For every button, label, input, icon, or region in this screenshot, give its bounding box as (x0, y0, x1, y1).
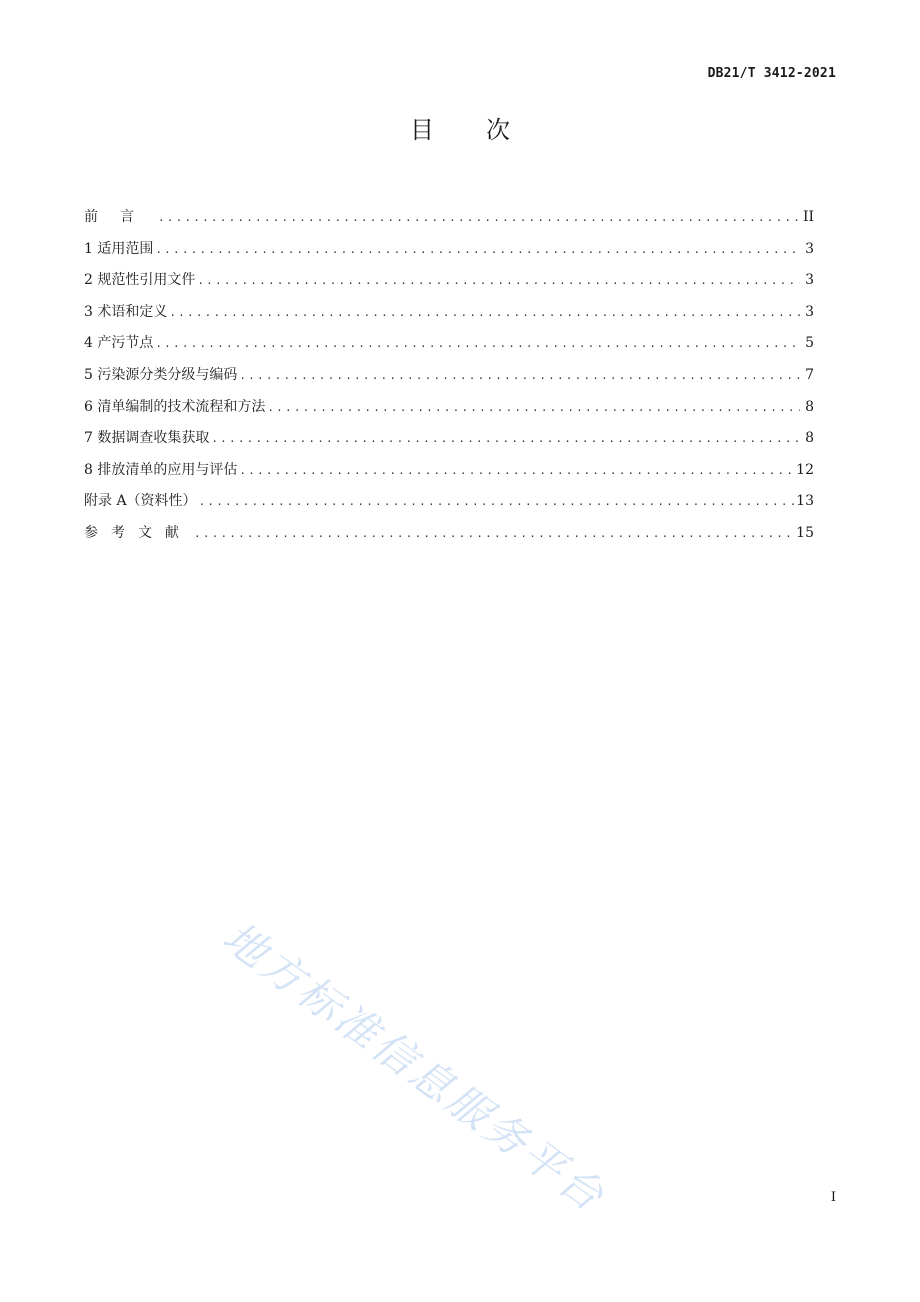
toc-page-number: 15 (796, 524, 814, 541)
toc-leader-dots (167, 302, 800, 324)
toc-page-number: II (802, 209, 814, 225)
toc-page-number: 3 (805, 240, 814, 257)
toc-label: 1 适用范围 (84, 240, 154, 257)
table-of-contents (84, 206, 814, 554)
document-code: DB21/T 3412-2021 (707, 66, 836, 81)
toc-entry-technical-process[interactable] (84, 396, 814, 428)
toc-page-number: 3 (805, 303, 814, 320)
toc-page-number: 8 (805, 430, 814, 447)
toc-leader-dots (192, 523, 796, 545)
toc-entry-pollution-nodes[interactable] (84, 332, 814, 364)
page-number: I (830, 1190, 836, 1205)
toc-label: 8 排放清单的应用与评估 (84, 461, 238, 478)
toc-label: 参考文献 (84, 524, 192, 541)
toc-entry-scope[interactable] (84, 238, 814, 270)
toc-leader-dots (195, 270, 800, 292)
toc-label: 7 数据调查收集获取 (84, 430, 210, 447)
page-title: 目次 (410, 116, 562, 144)
toc-leader-dots (153, 239, 800, 261)
toc-leader-dots (153, 333, 800, 355)
toc-leader-dots (237, 460, 796, 482)
watermark: 地方标准信息服务平台 (214, 912, 616, 1223)
toc-leader-dots (237, 365, 800, 387)
toc-entry-application-evaluation[interactable] (84, 459, 814, 491)
toc-label: 2 规范性引用文件 (84, 272, 196, 289)
toc-entry-terms-definitions[interactable] (84, 301, 814, 333)
toc-entry-bibliography[interactable] (84, 522, 814, 554)
toc-leader-dots (197, 491, 797, 513)
toc-entry-normative-references[interactable] (84, 269, 814, 301)
toc-leader-dots (209, 428, 800, 450)
toc-page-number: 12 (796, 461, 814, 478)
toc-entry-classification-coding[interactable] (84, 364, 814, 396)
toc-label: 5 污染源分类分级与编码 (84, 366, 238, 383)
toc-page-number: 13 (796, 493, 814, 510)
toc-leader-dots (156, 207, 800, 229)
toc-label: 4 产污节点 (84, 335, 154, 352)
toc-leader-dots (265, 397, 800, 419)
toc-label: 3 术语和定义 (84, 303, 168, 320)
toc-page-number: 5 (805, 335, 814, 352)
toc-label: 前言 (84, 209, 156, 225)
toc-page-number: 3 (805, 272, 814, 289)
toc-label: 6 清单编制的技术流程和方法 (84, 398, 266, 415)
toc-page-number: 8 (805, 398, 814, 415)
toc-entry-data-collection[interactable] (84, 427, 814, 459)
toc-page-number: 7 (805, 366, 814, 383)
toc-entry-foreword[interactable] (84, 206, 814, 238)
toc-label: 附录 A（资料性） (84, 493, 197, 510)
toc-entry-appendix-a[interactable] (84, 490, 814, 522)
